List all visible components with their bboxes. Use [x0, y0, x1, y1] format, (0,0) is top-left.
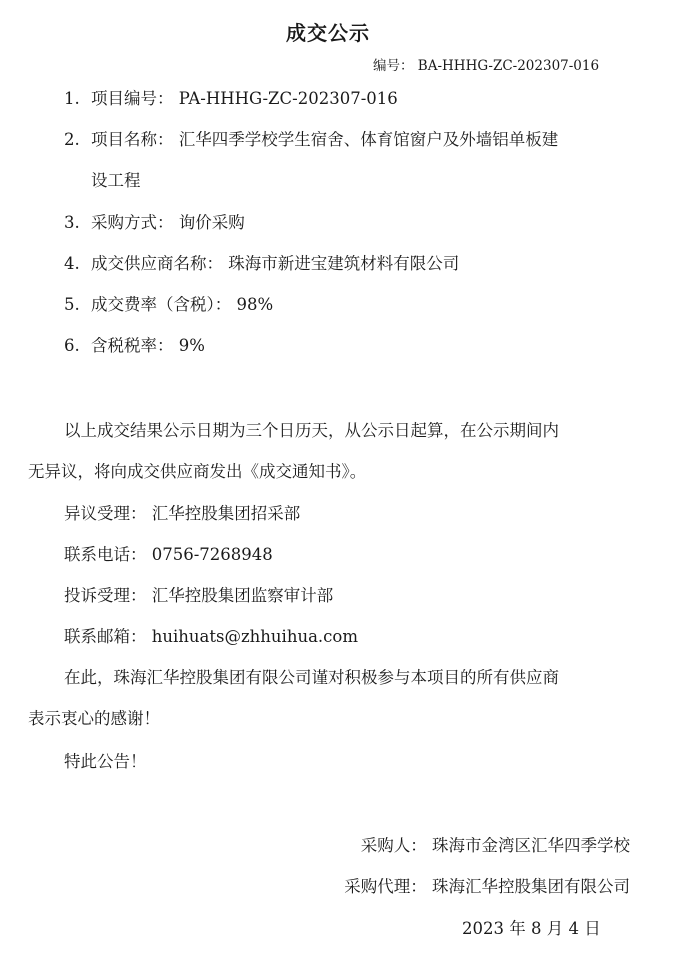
document-date: 2023 年 8 月 4 日	[462, 919, 601, 938]
email-contact: 联系邮箱： huihuats@zhhuihua.com	[64, 627, 358, 646]
phone-contact: 联系电话： 0756-7268948	[64, 545, 273, 564]
item-number: 4.	[64, 254, 80, 273]
paragraph-line: 无异议，将向成交供应商发出《成交通知书》。	[28, 462, 367, 481]
paragraph-line: 以上成交结果公示日期为三个日历天，从公示日起算，在公示期间内	[64, 421, 559, 440]
agent-signature: 采购代理： 珠海汇华控股集团有限公司	[344, 877, 630, 896]
item-number: 2.	[64, 130, 80, 149]
item-number: 6.	[64, 336, 80, 355]
item-number: 3.	[64, 213, 80, 232]
item-text: 项目名称： 汇华四季学校学生宿舍、体育馆窗户及外墙铝单板建	[91, 130, 559, 149]
document-number: 编号： BA-HHHG-ZC-202307-016	[373, 58, 600, 74]
item-text: 项目编号： PA-HHHG-ZC-202307-016	[91, 89, 398, 108]
complaint-contact: 投诉受理： 汇华控股集团监察审计部	[64, 586, 334, 605]
notice-text: 特此公告！	[64, 752, 147, 771]
list-item	[64, 253, 459, 275]
item-text: 采购方式： 询价采购	[91, 213, 245, 232]
list-item	[64, 88, 398, 110]
list-item	[64, 129, 558, 151]
paragraph-line: 在此，珠海汇华控股集团有限公司谨对积极参与本项目的所有供应商	[64, 668, 559, 687]
document-title: 成交公示	[286, 21, 370, 45]
purchaser-signature: 采购人： 珠海市金湾区汇华四季学校	[360, 836, 630, 855]
item-text: 含税税率： 9%	[91, 336, 205, 355]
item-number: 5.	[64, 295, 80, 314]
item-text: 成交费率（含税）： 98%	[91, 295, 274, 314]
list-item	[64, 294, 273, 316]
list-item	[64, 335, 205, 357]
list-item-continuation: 设工程	[91, 171, 141, 190]
objection-contact: 异议受理： 汇华控股集团招采部	[64, 504, 301, 523]
paragraph-line: 表示衷心的感谢！	[28, 709, 160, 728]
item-text: 成交供应商名称： 珠海市新进宝建筑材料有限公司	[91, 254, 460, 273]
list-item	[64, 212, 245, 234]
item-number: 1.	[64, 89, 80, 108]
